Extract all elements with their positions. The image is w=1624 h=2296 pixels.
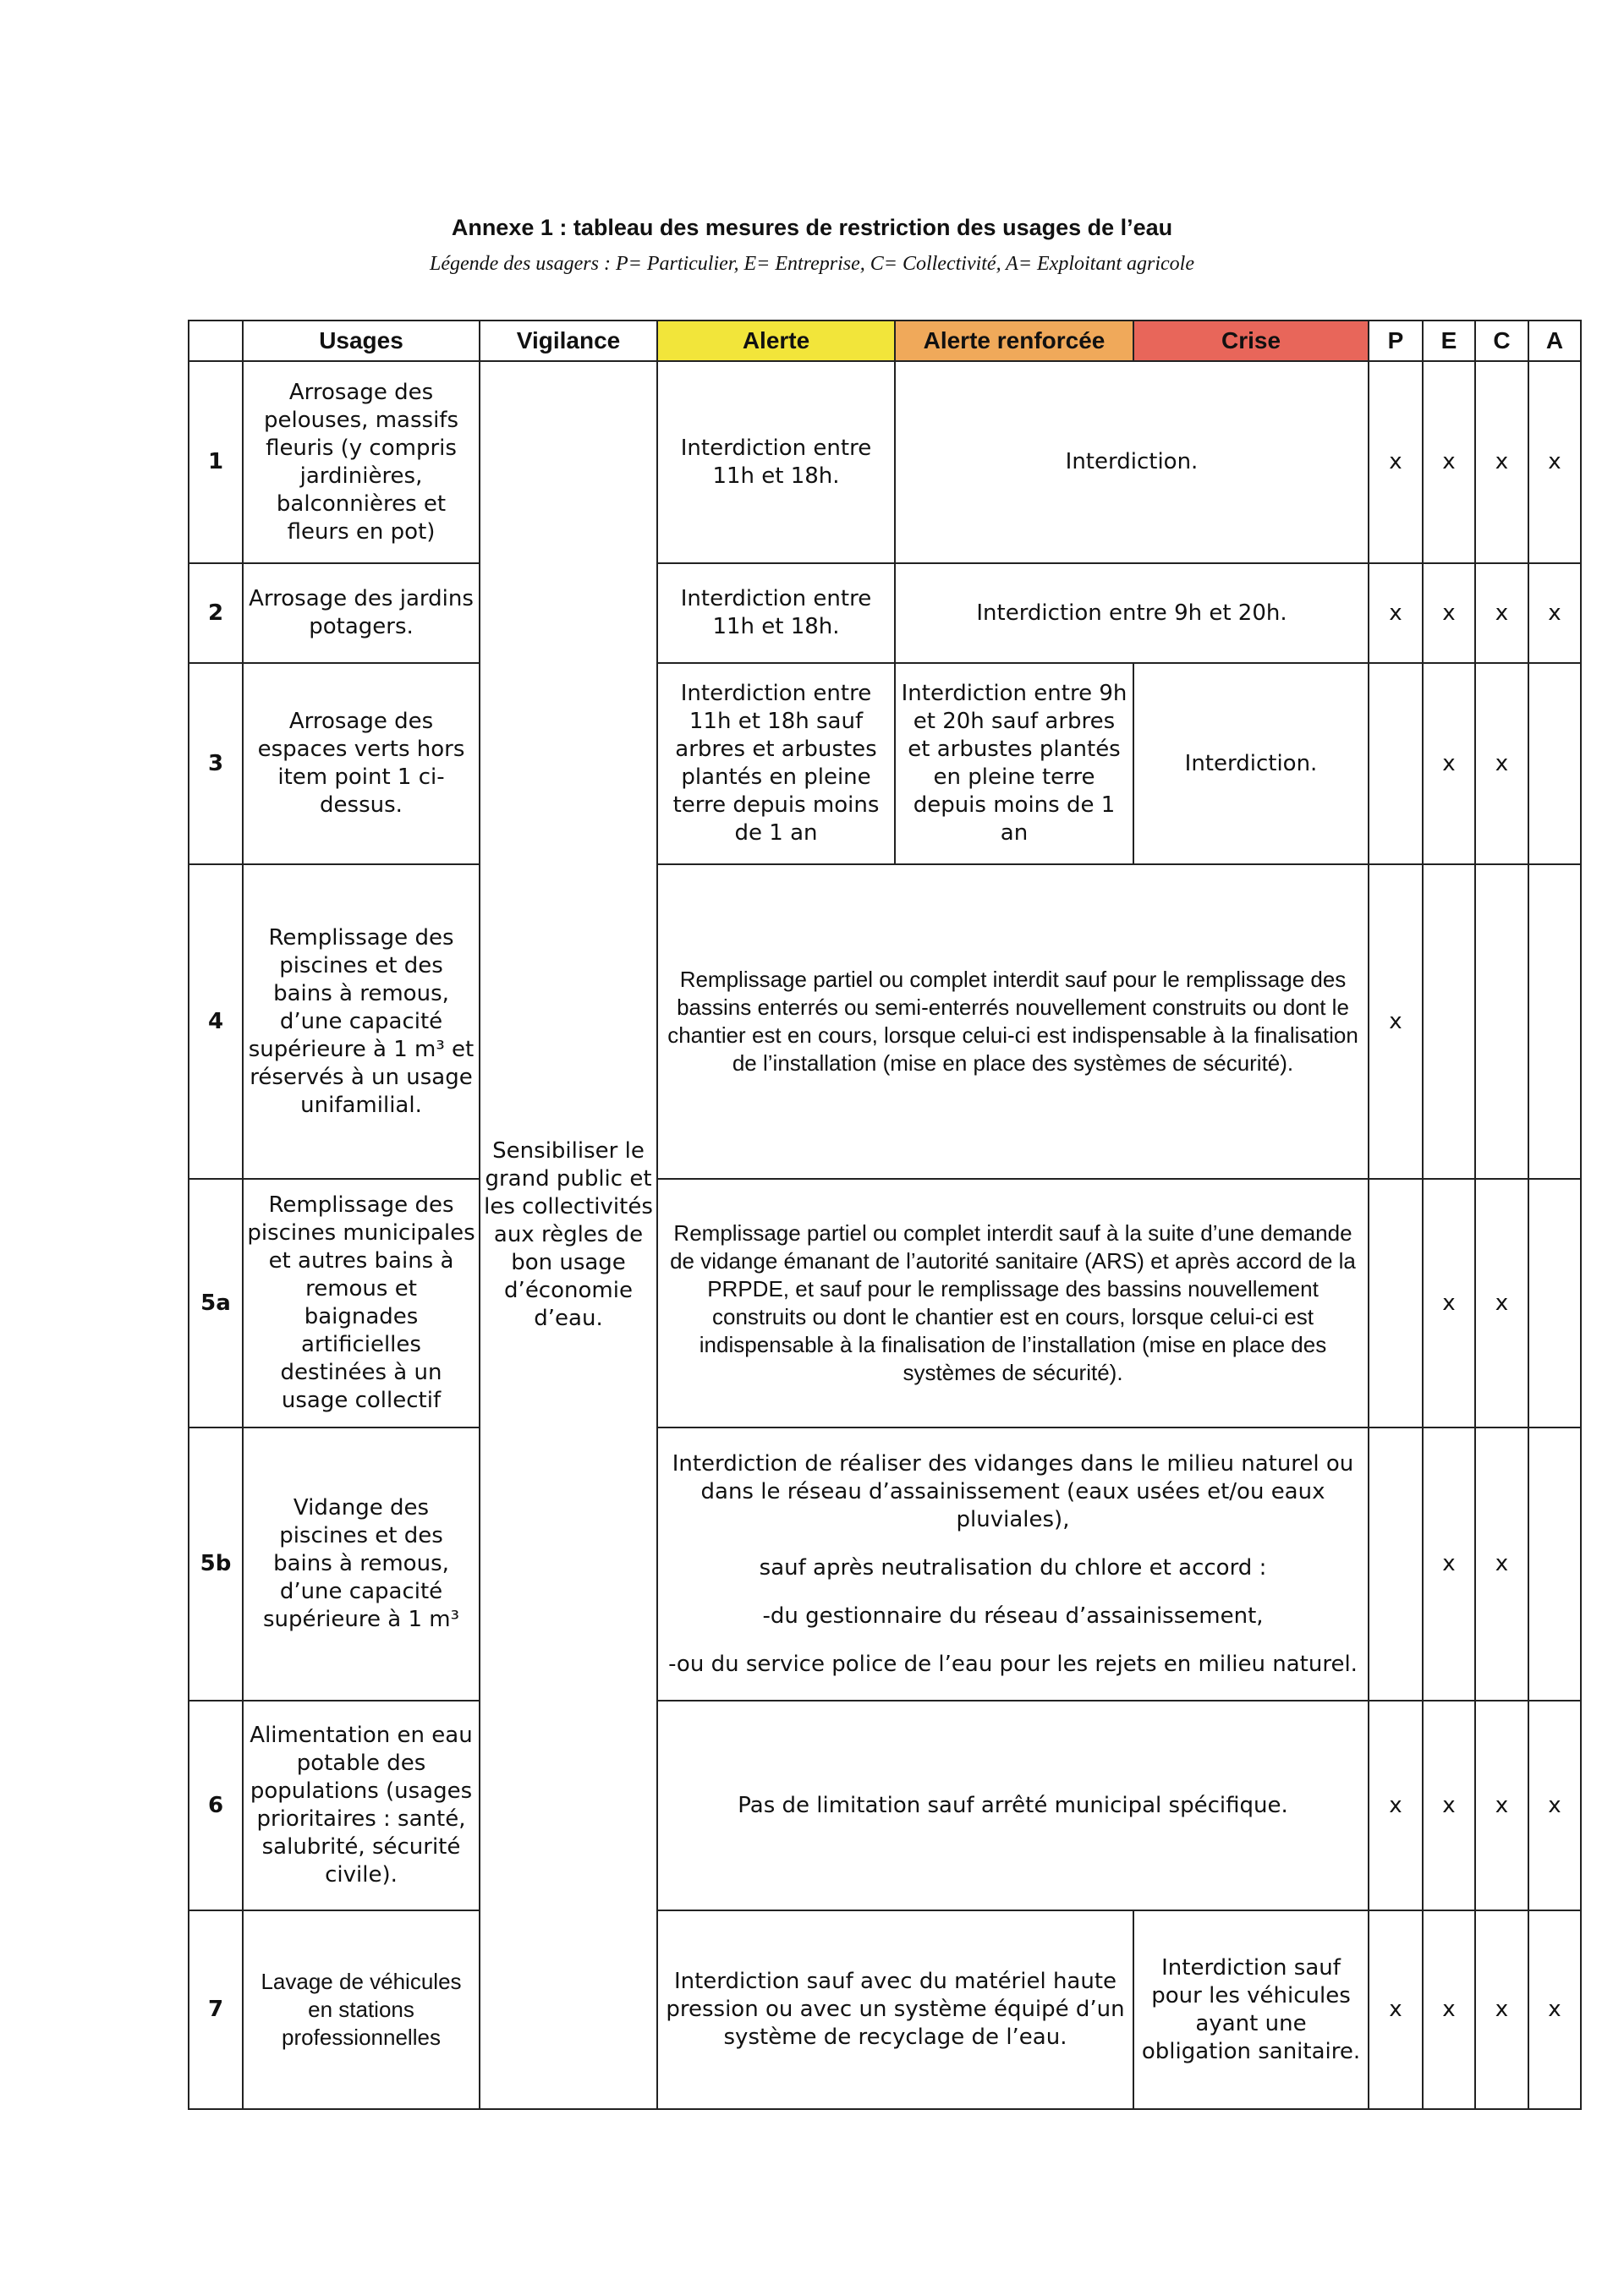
mark-p: x [1369,563,1423,663]
mark-p: x [1369,864,1423,1179]
header-alerte: Alerte [657,321,895,361]
mark-e: x [1423,1427,1475,1701]
mark-a [1528,663,1581,864]
measure-paragraph: Interdiction de réaliser des vidanges dans le milieu naturel ou dans le réseau d’assainissement (eaux usées et/ou eaux pluviales), [672,1450,1354,1532]
mark-p: x [1369,361,1423,563]
mark-c: x [1475,1179,1528,1427]
header-a: A [1528,321,1581,361]
measure-cell [657,1427,1369,1701]
measure-cell: Remplissage partiel ou complet interdit sauf à la suite d’une demande de vidange émanant de l’autorité sanitaire (ARS) et après accord de la PRPDE, et sauf pour le remplissage des bassins nouvellement construits ou dont le chantier est en cours, lorsque celui-ci est indispensable à la finalisation de l’installation (mise en place des systèmes de sécurité). [657,1179,1369,1427]
row-number: 2 [189,563,243,663]
row-number: 3 [189,663,243,864]
usage-cell: Arrosage des pelouses, massifs fleuris (y compris jardinières, balconnières et fleurs en pot) [243,361,480,563]
usage-cell: Remplissage des piscines et des bains à remous, d’une capacité supérieure à 1 m³ et réservés à un usage unifamilial. [243,864,480,1179]
restriction-table [188,320,1582,2110]
table-row [189,1427,1581,1701]
measure-cell: Remplissage partiel ou complet interdit sauf pour le remplissage des bassins enterrés ou semi-enterrés nouvellement construits ou dont le chantier est en cours, lorsque celui-ci est indispensable à la finalisation de l’installation (mise en place des systèmes de sécurité). [657,864,1369,1179]
table-row [189,864,1581,1179]
mark-a [1528,1427,1581,1701]
mark-a: x [1528,1701,1581,1910]
alerte-renforcee-cell: Interdiction sauf avec du matériel haute pression ou avec un système équipé d’un système de recyclage de l’eau. [657,1910,1133,2109]
row-number: 5b [189,1427,243,1701]
header-p: P [1369,321,1423,361]
table-row [189,361,1581,563]
crise-cell: Interdiction. [1133,663,1369,864]
mark-p: x [1369,1910,1423,2109]
mark-a: x [1528,563,1581,663]
mark-a: x [1528,361,1581,563]
mark-a [1528,1179,1581,1427]
usage-cell: Remplissage des piscines municipales et autres bains à remous et baignades artificielles destinées à un usage collectif [243,1179,480,1427]
row-number: 6 [189,1701,243,1910]
mark-e: x [1423,1910,1475,2109]
alerte-cell: Interdiction entre 11h et 18h. [657,563,895,663]
alerte-cell: Interdiction entre 11h et 18h sauf arbres et arbustes plantés en pleine terre depuis moins de 1 an [657,663,895,864]
mark-c: x [1475,1910,1528,2109]
mark-e: x [1423,1701,1475,1910]
measure-paragraph: sauf après neutralisation du chlore et accord : [759,1554,1267,1581]
renforcee-cell: Interdiction entre 9h et 20h sauf arbres et arbustes plantés en pleine terre depuis moins de 1 an [895,663,1133,864]
header-row [189,321,1581,361]
measure-paragraph: -ou du service police de l’eau pour les rejets en milieu naturel. [668,1651,1358,1677]
table-row [189,1701,1581,1910]
header-e: E [1423,321,1475,361]
mark-e: x [1423,563,1475,663]
row-number: 7 [189,1910,243,2109]
row-number: 5a [189,1179,243,1427]
renforcee-crise-cell: Interdiction. [895,361,1369,563]
measure-paragraph: -du gestionnaire du réseau d’assainissement, [762,1603,1264,1629]
table-row [189,663,1581,864]
mark-p [1369,1179,1423,1427]
usage-cell: Arrosage des espaces verts hors item point 1 ci-dessus. [243,663,480,864]
mark-a: x [1528,1910,1581,2109]
mark-e: x [1423,663,1475,864]
table-row [189,1179,1581,1427]
mark-p [1369,1427,1423,1701]
header-c: C [1475,321,1528,361]
alerte-cell: Interdiction entre 11h et 18h. [657,361,895,563]
mark-e [1423,864,1475,1179]
header-num [189,321,243,361]
header-vigilance: Vigilance [480,321,657,361]
renforcee-crise-cell: Interdiction entre 9h et 20h. [895,563,1369,663]
mark-e: x [1423,1179,1475,1427]
users-legend: Légende des usagers : P= Particulier, E= Entreprise, C= Collectivité, A= Exploitant agricole [430,253,1194,275]
document-title: Annexe 1 : tableau des mesures de restriction des usages de l’eau [451,215,1173,240]
mark-a [1528,864,1581,1179]
mark-p [1369,663,1423,864]
crise-cell: Interdiction sauf pour les véhicules ayant une obligation sanitaire. [1133,1910,1369,2109]
header-alerte-renforcee: Alerte renforcée [895,321,1133,361]
header-usages: Usages [243,321,480,361]
mark-c: x [1475,1427,1528,1701]
usage-cell: Arrosage des jardins potagers. [243,563,480,663]
table-row [189,1910,1581,2109]
vigilance-cell: Sensibiliser le grand public et les collectivités aux règles de bon usage d’économie d’eau. [480,361,657,2109]
usage-cell: Vidange des piscines et des bains à remous, d’une capacité supérieure à 1 m³ [243,1427,480,1701]
row-number: 1 [189,361,243,563]
usage-cell: Alimentation en eau potable des populations (usages prioritaires : santé, salubrité, sécurité civile). [243,1701,480,1910]
measure-cell: Pas de limitation sauf arrêté municipal spécifique. [657,1701,1369,1910]
table-row [189,563,1581,663]
header-crise: Crise [1133,321,1369,361]
mark-c [1475,864,1528,1179]
row-number: 4 [189,864,243,1179]
mark-c: x [1475,563,1528,663]
mark-c: x [1475,663,1528,864]
mark-c: x [1475,1701,1528,1910]
mark-e: x [1423,361,1475,563]
usage-cell: Lavage de véhicules en stations professionnelles [243,1910,480,2109]
mark-p: x [1369,1701,1423,1910]
mark-c: x [1475,361,1528,563]
